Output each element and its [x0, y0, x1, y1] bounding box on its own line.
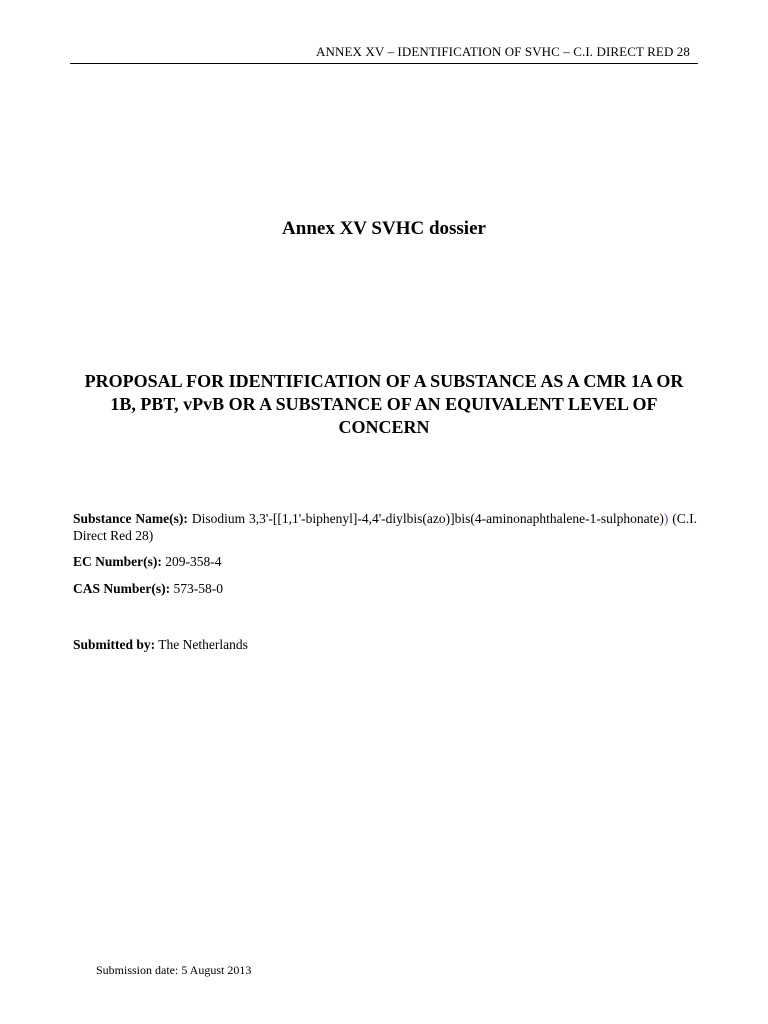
cas-number-value: 573-58-0 — [173, 581, 223, 596]
substance-name-value: Disodium 3,3'-[[1,1'-biphenyl]-4,4'-diylbis(azo)]bis(4-aminonaphthalene-1-sulphonate) — [191, 511, 664, 526]
proposal-title: PROPOSAL FOR IDENTIFICATION OF A SUBSTANCE AS A CMR 1A OR 1B, PBT, vPvB OR A SUBSTANCE OF AN EQUIVALENT LEVEL OF CONCERN — [84, 371, 684, 437]
substance-name-paren: ) — [663, 511, 669, 526]
ec-number-value: 209-358-4 — [165, 554, 222, 569]
submitted-by-label: Submitted by: — [73, 637, 156, 652]
ec-number-field — [73, 553, 697, 570]
running-header: ANNEX XV – IDENTIFICATION OF SVHC – C.I. DIRECT RED 28 — [316, 44, 690, 59]
submitted-by-value: The Netherlands — [158, 637, 248, 652]
submission-date: Submission date: 5 August 2013 — [96, 963, 252, 977]
submitted-by-field — [73, 636, 697, 653]
cas-number-field — [73, 580, 697, 597]
header-rule — [70, 63, 698, 64]
cas-number-label: CAS Number(s): — [73, 581, 171, 596]
ec-number-label: EC Number(s): — [73, 554, 162, 569]
substance-alias: (C.I. Direct Red 28) — [73, 511, 697, 543]
substance-name-field — [73, 510, 697, 544]
substance-name-label: Substance Name(s): — [73, 511, 188, 526]
document-title: Annex XV SVHC dossier — [282, 218, 486, 239]
